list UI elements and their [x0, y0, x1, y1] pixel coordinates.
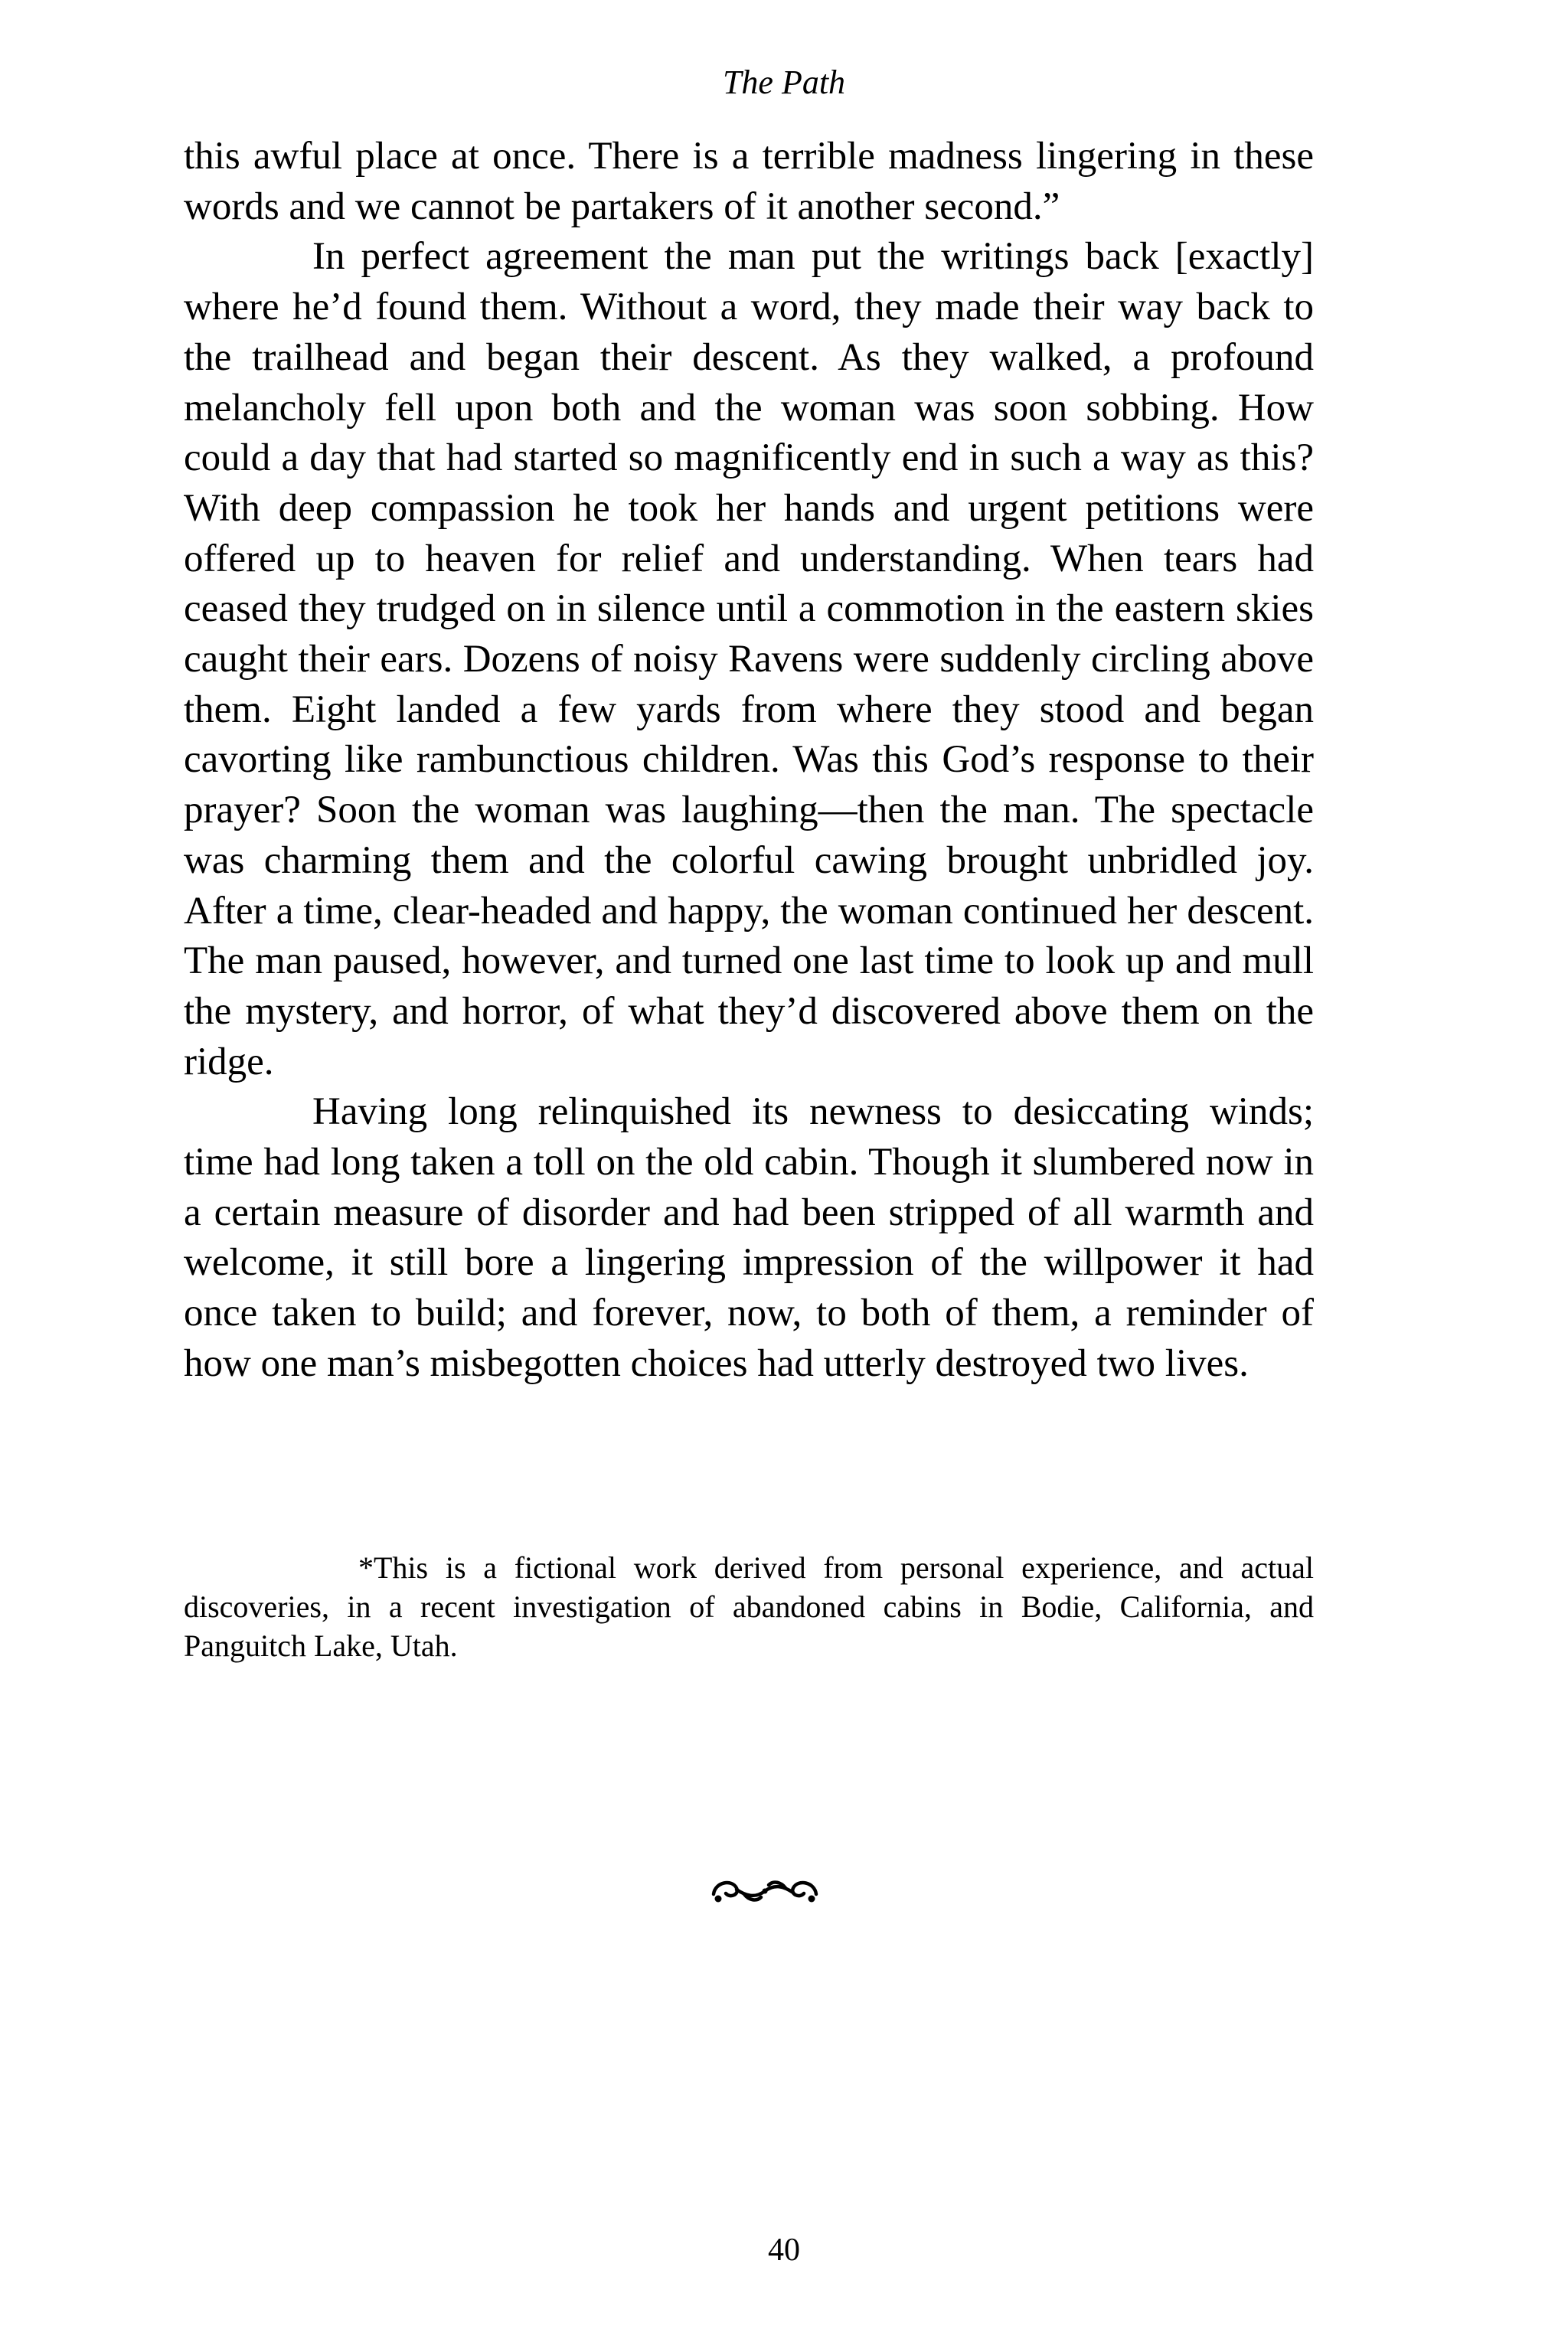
page-number: 40: [768, 2233, 800, 2268]
paragraph-cabin: Having long relinquished its newness to desiccating winds; time had long taken a toll on the old cabin. Though it slumbered now in a certain measure of disorder and had been stripped of all warmth and welcome, it still bore a lingering impression of the willpower it had once taken to build; and forever, now, to both of them, a reminder of how one man’s misbegotten choices had utterly destroyed two lives.: [184, 1090, 1314, 1385]
footnote-text: *This is a fictional work derived from personal experience, and actual discoveries, in a recent investigation of abandoned cabins in Bodie, California, and Panguitch Lake, Utah.: [184, 1550, 1314, 1663]
body-text: [184, 132, 1314, 1390]
fleuron-ornament-icon: [707, 1868, 822, 1914]
paragraph-continuation: this awful place at once. There is a terrible madness lingering in these words and we cannot be partakers of it another second.”: [184, 135, 1314, 228]
paragraph-ravens: In perfect agreement the man put the writings back [exactly] where he’d found them. Without a word, they made their way back to the trailhead and began their descent. As they walked, a profound melancholy fell upon both and the woman was soon sobbing. How could a day that had started so magnificently end in such a way as this? With deep compassion he took her hands and urgent petitions were offered up to heaven for relief and understanding. When tears had ceased they trudged on in silence until a commotion in the eastern skies caught their ears. Dozens of noisy Ravens were suddenly circling above them. Eight landed a few yards from where they stood and began cavorting like rambunctious children. Was this God’s response to their prayer? Soon the woman was laughing—then the man. The spectacle was charming them and the colorful cawing brought unbridled joy. After a time, clear-headed and happy, the woman continued her descent. The man paused, however, and turned one last time to look up and mull the mystery, and horror, of what they’d discovered above them on the ridge.: [184, 235, 1314, 1083]
footnote: [184, 1548, 1314, 1665]
running-head-title: The Path: [722, 64, 846, 101]
